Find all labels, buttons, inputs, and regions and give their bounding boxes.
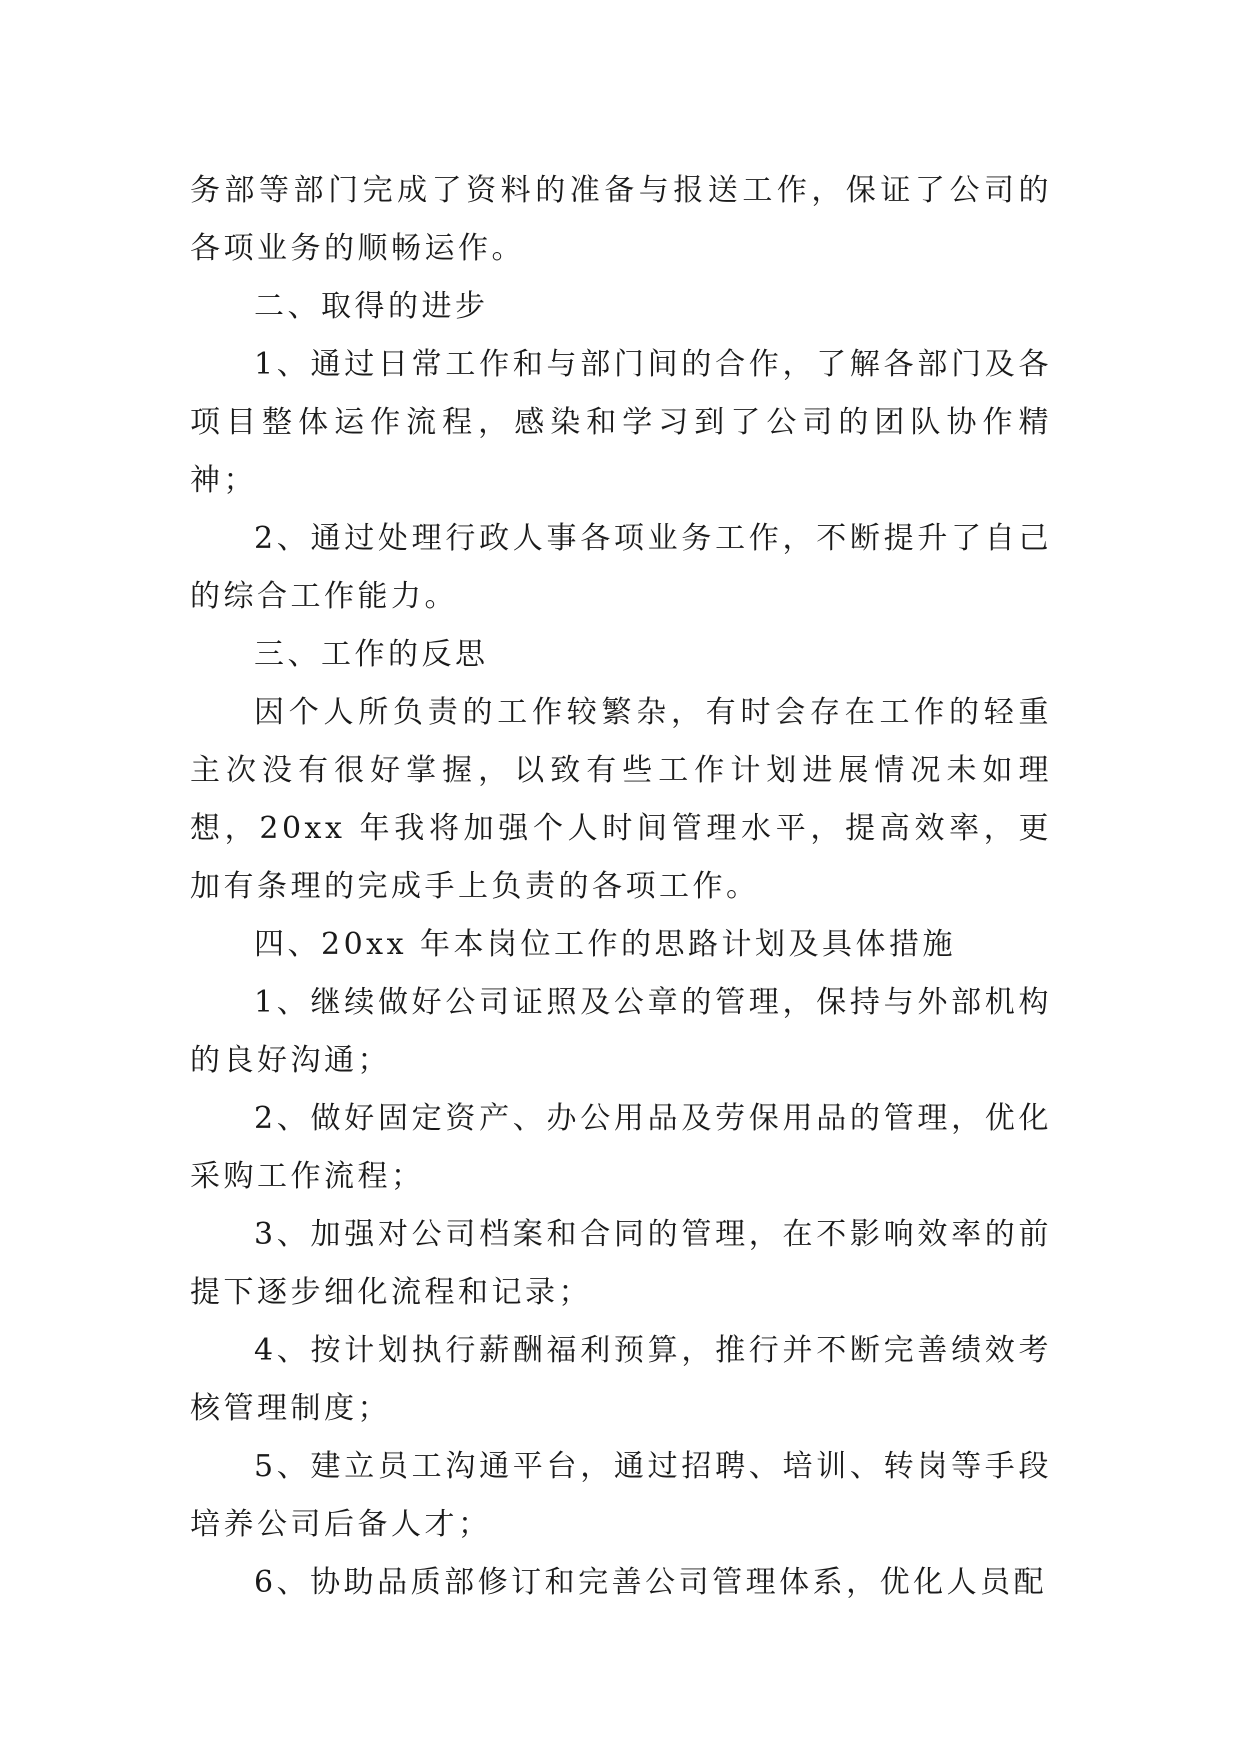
document-page [190, 162, 1052, 1612]
section-heading-progress: 二、取得的进步 [254, 289, 489, 324]
plan-item-3: 3、加强对公司档案和合同的管理，在不影响效率的前提下逐步细化流程和记录； [190, 1217, 1052, 1310]
plan-item-4: 4、按计划执行薪酬福利预算，推行并不断完善绩效考核管理制度； [190, 1333, 1052, 1426]
progress-item-1: 1、通过日常工作和与部门间的合作，了解各部门及各项目整体运作流程，感染和学习到了公司的团队协作精神； [190, 347, 1052, 498]
plan-item-5: 5、建立员工沟通平台，通过招聘、培训、转岗等手段培养公司后备人才； [190, 1449, 1052, 1542]
section-heading-plan: 四、20xx 年本岗位工作的思路计划及具体措施 [254, 927, 957, 962]
plan-item-2: 2、做好固定资产、办公用品及劳保用品的管理，优化采购工作流程； [190, 1101, 1052, 1194]
plan-item-6: 6、协助品质部修订和完善公司管理体系，优化人员配 [254, 1565, 1048, 1600]
reflection-paragraph: 因个人所负责的工作较繁杂，有时会存在工作的轻重主次没有很好掌握，以致有些工作计划进展情况未如理想，20xx 年我将加强个人时间管理水平，提高效率，更加有条理的完成手上负责的各项工作。 [190, 695, 1052, 904]
progress-item-2: 2、通过处理行政人事各项业务工作，不断提升了自己的综合工作能力。 [190, 521, 1052, 614]
plan-item-1: 1、继续做好公司证照及公章的管理，保持与外部机构的良好沟通； [190, 985, 1052, 1078]
paragraph-continuation: 务部等部门完成了资料的准备与报送工作，保证了公司的各项业务的顺畅运作。 [190, 173, 1052, 266]
section-heading-reflection: 三、工作的反思 [254, 637, 489, 672]
